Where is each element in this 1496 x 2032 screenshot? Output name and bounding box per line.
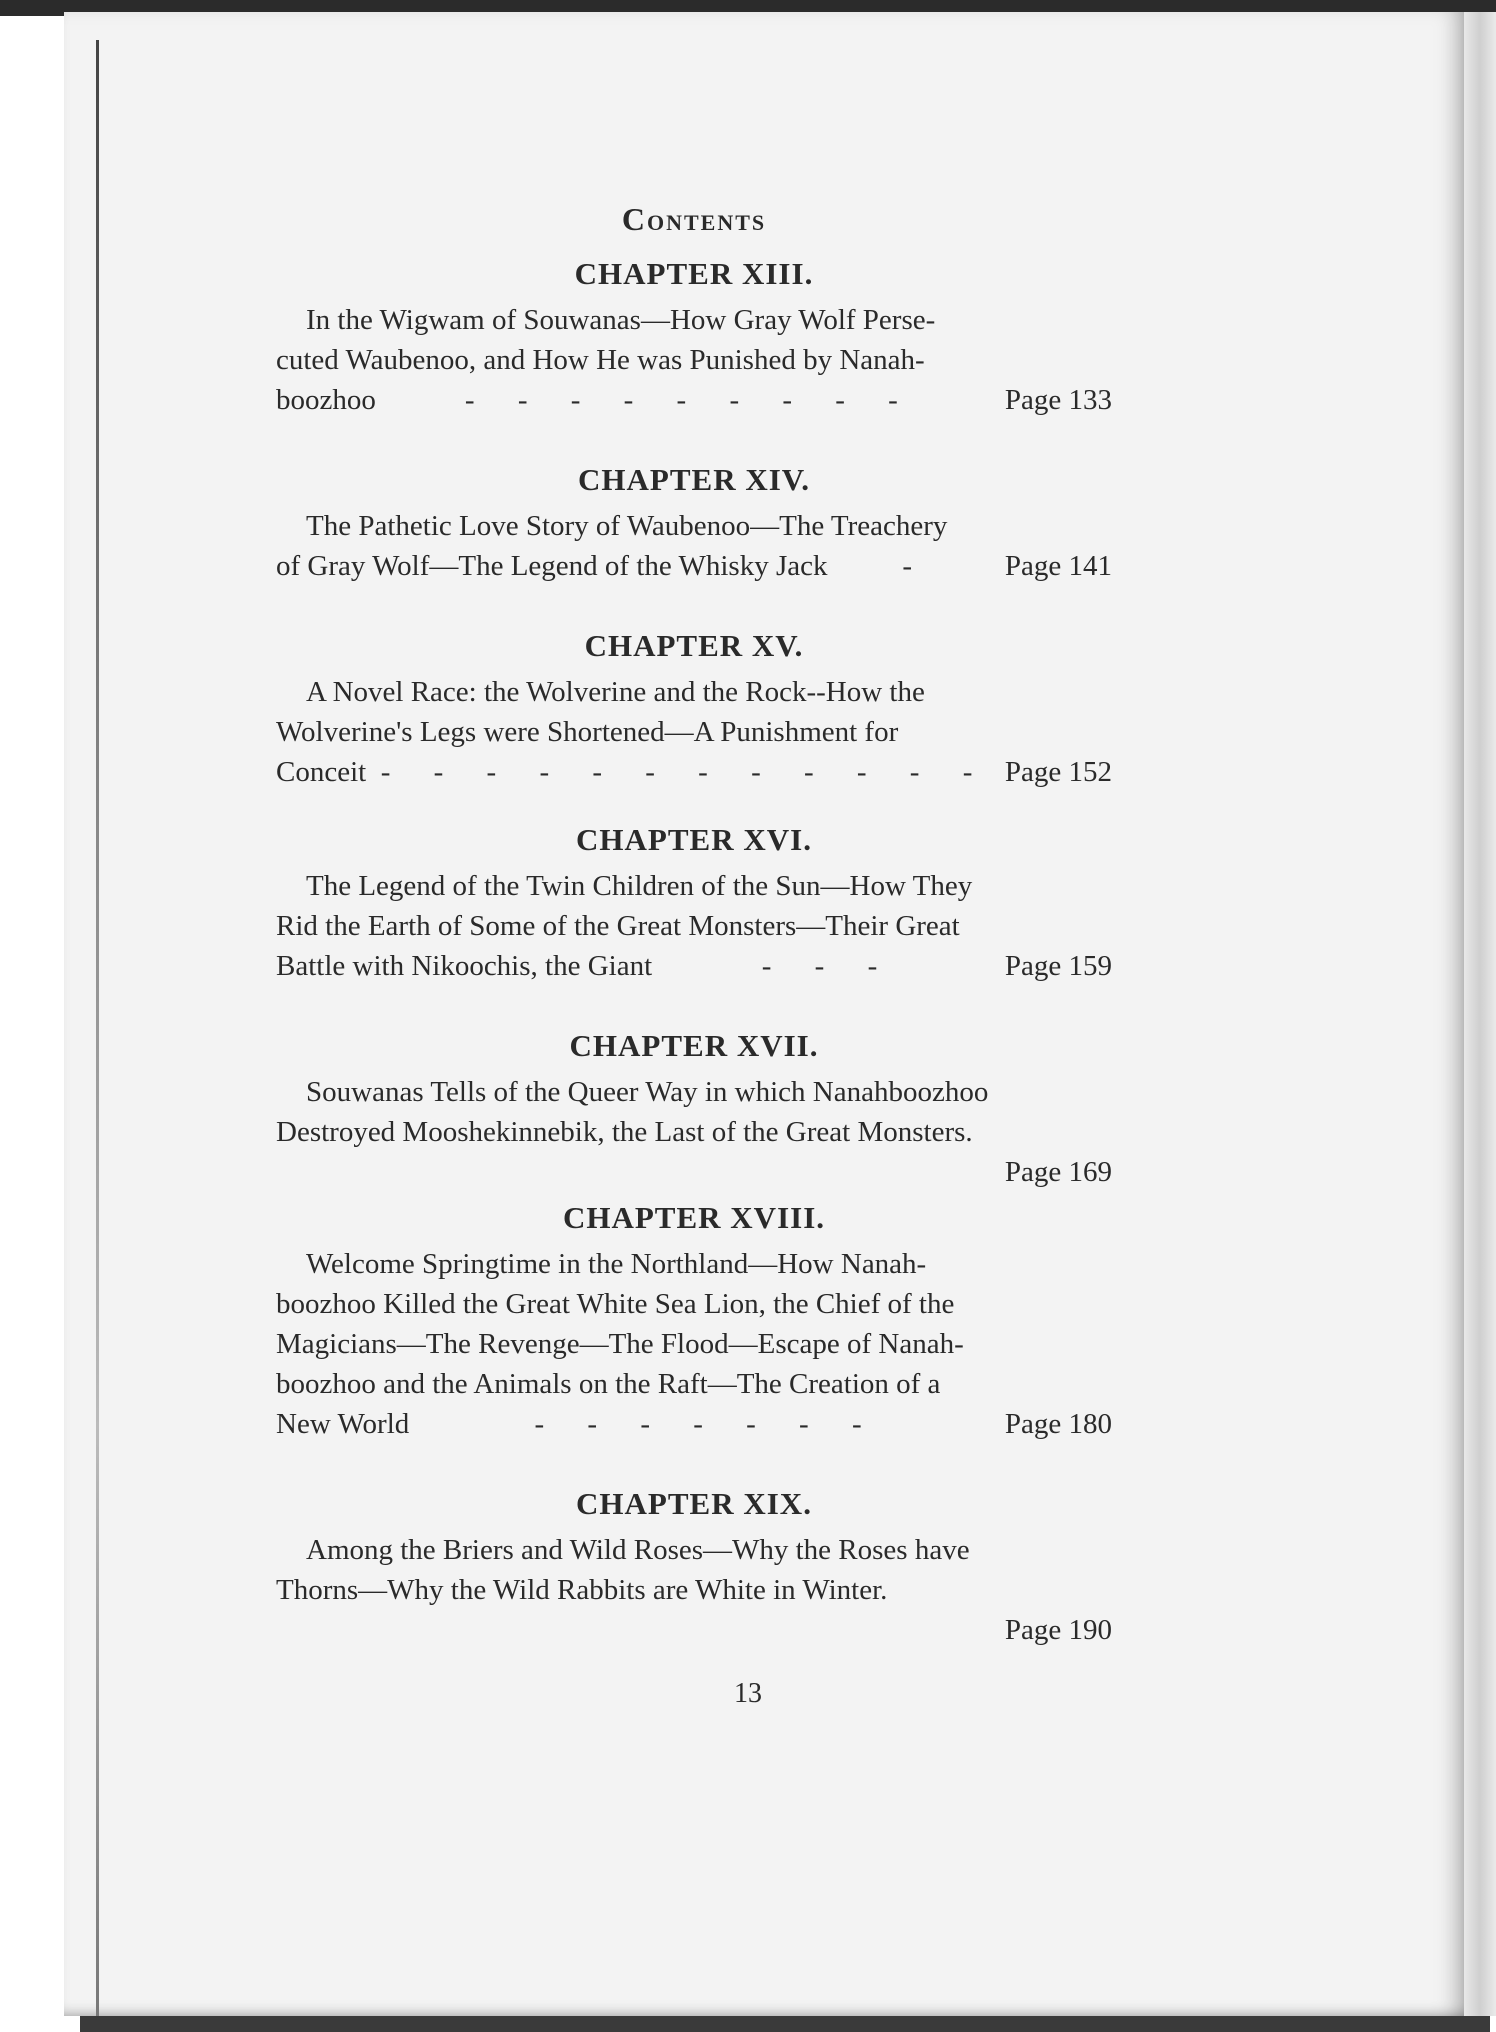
description-tail-line <box>276 380 1112 420</box>
description-tail-line <box>276 1404 1112 1444</box>
scan-bottom-edge <box>80 2016 1490 2032</box>
binding-edge <box>96 40 99 2020</box>
description-line: A Novel Race: the Wolverine and the Rock--How the <box>306 676 925 708</box>
toc-entry <box>276 1020 1112 1192</box>
description-line: Destroyed Mooshekinnebik, the Last of the Great Monsters. <box>276 1116 973 1148</box>
leader-dashes: - - - - - - - - - - - - <box>380 756 991 788</box>
description-line: boozhoo and the Animals on the Raft—The Creation of a <box>276 1368 941 1400</box>
leader-dashes: - - - - - - - <box>534 1408 880 1440</box>
description-line: New World <box>276 1408 410 1440</box>
leader-dashes: - <box>902 550 930 582</box>
description-tail-line <box>276 752 1112 792</box>
description-line: Among the Briers and Wild Roses—Why the Roses have <box>306 1534 970 1566</box>
page-reference: Page 141 <box>1004 550 1112 582</box>
chapter-heading: CHAPTER XVII. <box>569 1028 819 1063</box>
description-line: of Gray Wolf—The Legend of the Whisky Jack <box>276 550 828 582</box>
page-reference: Page 133 <box>1004 384 1112 416</box>
chapter-description <box>276 1072 1112 1192</box>
chapter-heading: CHAPTER XV. <box>584 628 804 663</box>
page-reference: Page 152 <box>1004 756 1112 788</box>
page-reference: Page 159 <box>1004 950 1112 982</box>
chapter-description <box>276 506 1112 586</box>
toc-entry <box>276 814 1112 986</box>
page-right-edge <box>1464 12 1496 2016</box>
table-of-contents <box>276 190 1112 1650</box>
description-line: Welcome Springtime in the Northland—How Nanah- <box>306 1248 927 1280</box>
description-line: cuted Waubenoo, and How He was Punished by Nanah- <box>276 344 925 376</box>
toc-entry <box>276 454 1112 586</box>
description-tail-line <box>276 946 1112 986</box>
description-tail-line <box>276 546 1112 586</box>
chapter-heading: CHAPTER XVI. <box>576 822 812 857</box>
chapter-description <box>276 300 1112 420</box>
chapter-description <box>276 1530 1112 1650</box>
description-line: Battle with Nikoochis, the Giant <box>276 950 653 982</box>
description-line: Rid the Earth of Some of the Great Monsters—Their Great <box>276 910 960 942</box>
chapter-heading: CHAPTER XIX. <box>576 1486 812 1521</box>
page-number: 13 <box>734 1678 762 1709</box>
toc-entry <box>276 248 1112 420</box>
description-line: Wolverine's Legs were Shortened—A Punishment for <box>276 716 899 748</box>
chapter-heading: CHAPTER XIII. <box>574 256 814 291</box>
description-line: boozhoo <box>276 384 376 416</box>
toc-entry <box>276 1192 1112 1444</box>
description-line: Conceit <box>276 756 367 788</box>
chapter-heading: CHAPTER XVIII. <box>562 1200 826 1235</box>
description-line: Thorns—Why the Wild Rabbits are White in Winter. <box>276 1574 888 1606</box>
toc-entry <box>276 620 1112 792</box>
description-line: Souwanas Tells of the Queer Way in which Nanahboozhoo <box>306 1076 989 1108</box>
description-line: The Pathetic Love Story of Waubenoo—The Treachery <box>306 510 948 542</box>
description-line: boozhoo Killed the Great White Sea Lion, the Chief of the <box>276 1288 955 1320</box>
description-line: Magicians—The Revenge—The Flood—Escape of Nanah- <box>276 1328 964 1360</box>
chapter-description <box>276 866 1112 986</box>
contents-heading: Contents <box>621 201 767 237</box>
page-reference: Page 169 <box>1004 1156 1112 1188</box>
chapter-heading: CHAPTER XIV. <box>578 462 810 497</box>
page-reference: Page 190 <box>1004 1614 1112 1646</box>
page-reference: Page 180 <box>1004 1408 1112 1440</box>
leader-dashes: - - - - - - - - - <box>464 384 916 416</box>
chapter-description <box>276 1244 1112 1444</box>
toc-entry <box>276 1478 1112 1650</box>
description-line: In the Wigwam of Souwanas—How Gray Wolf Perse- <box>306 304 936 336</box>
description-line: The Legend of the Twin Children of the Sun—How They <box>306 870 973 902</box>
chapter-description <box>276 672 1112 792</box>
leader-dashes: - - - <box>761 950 896 982</box>
